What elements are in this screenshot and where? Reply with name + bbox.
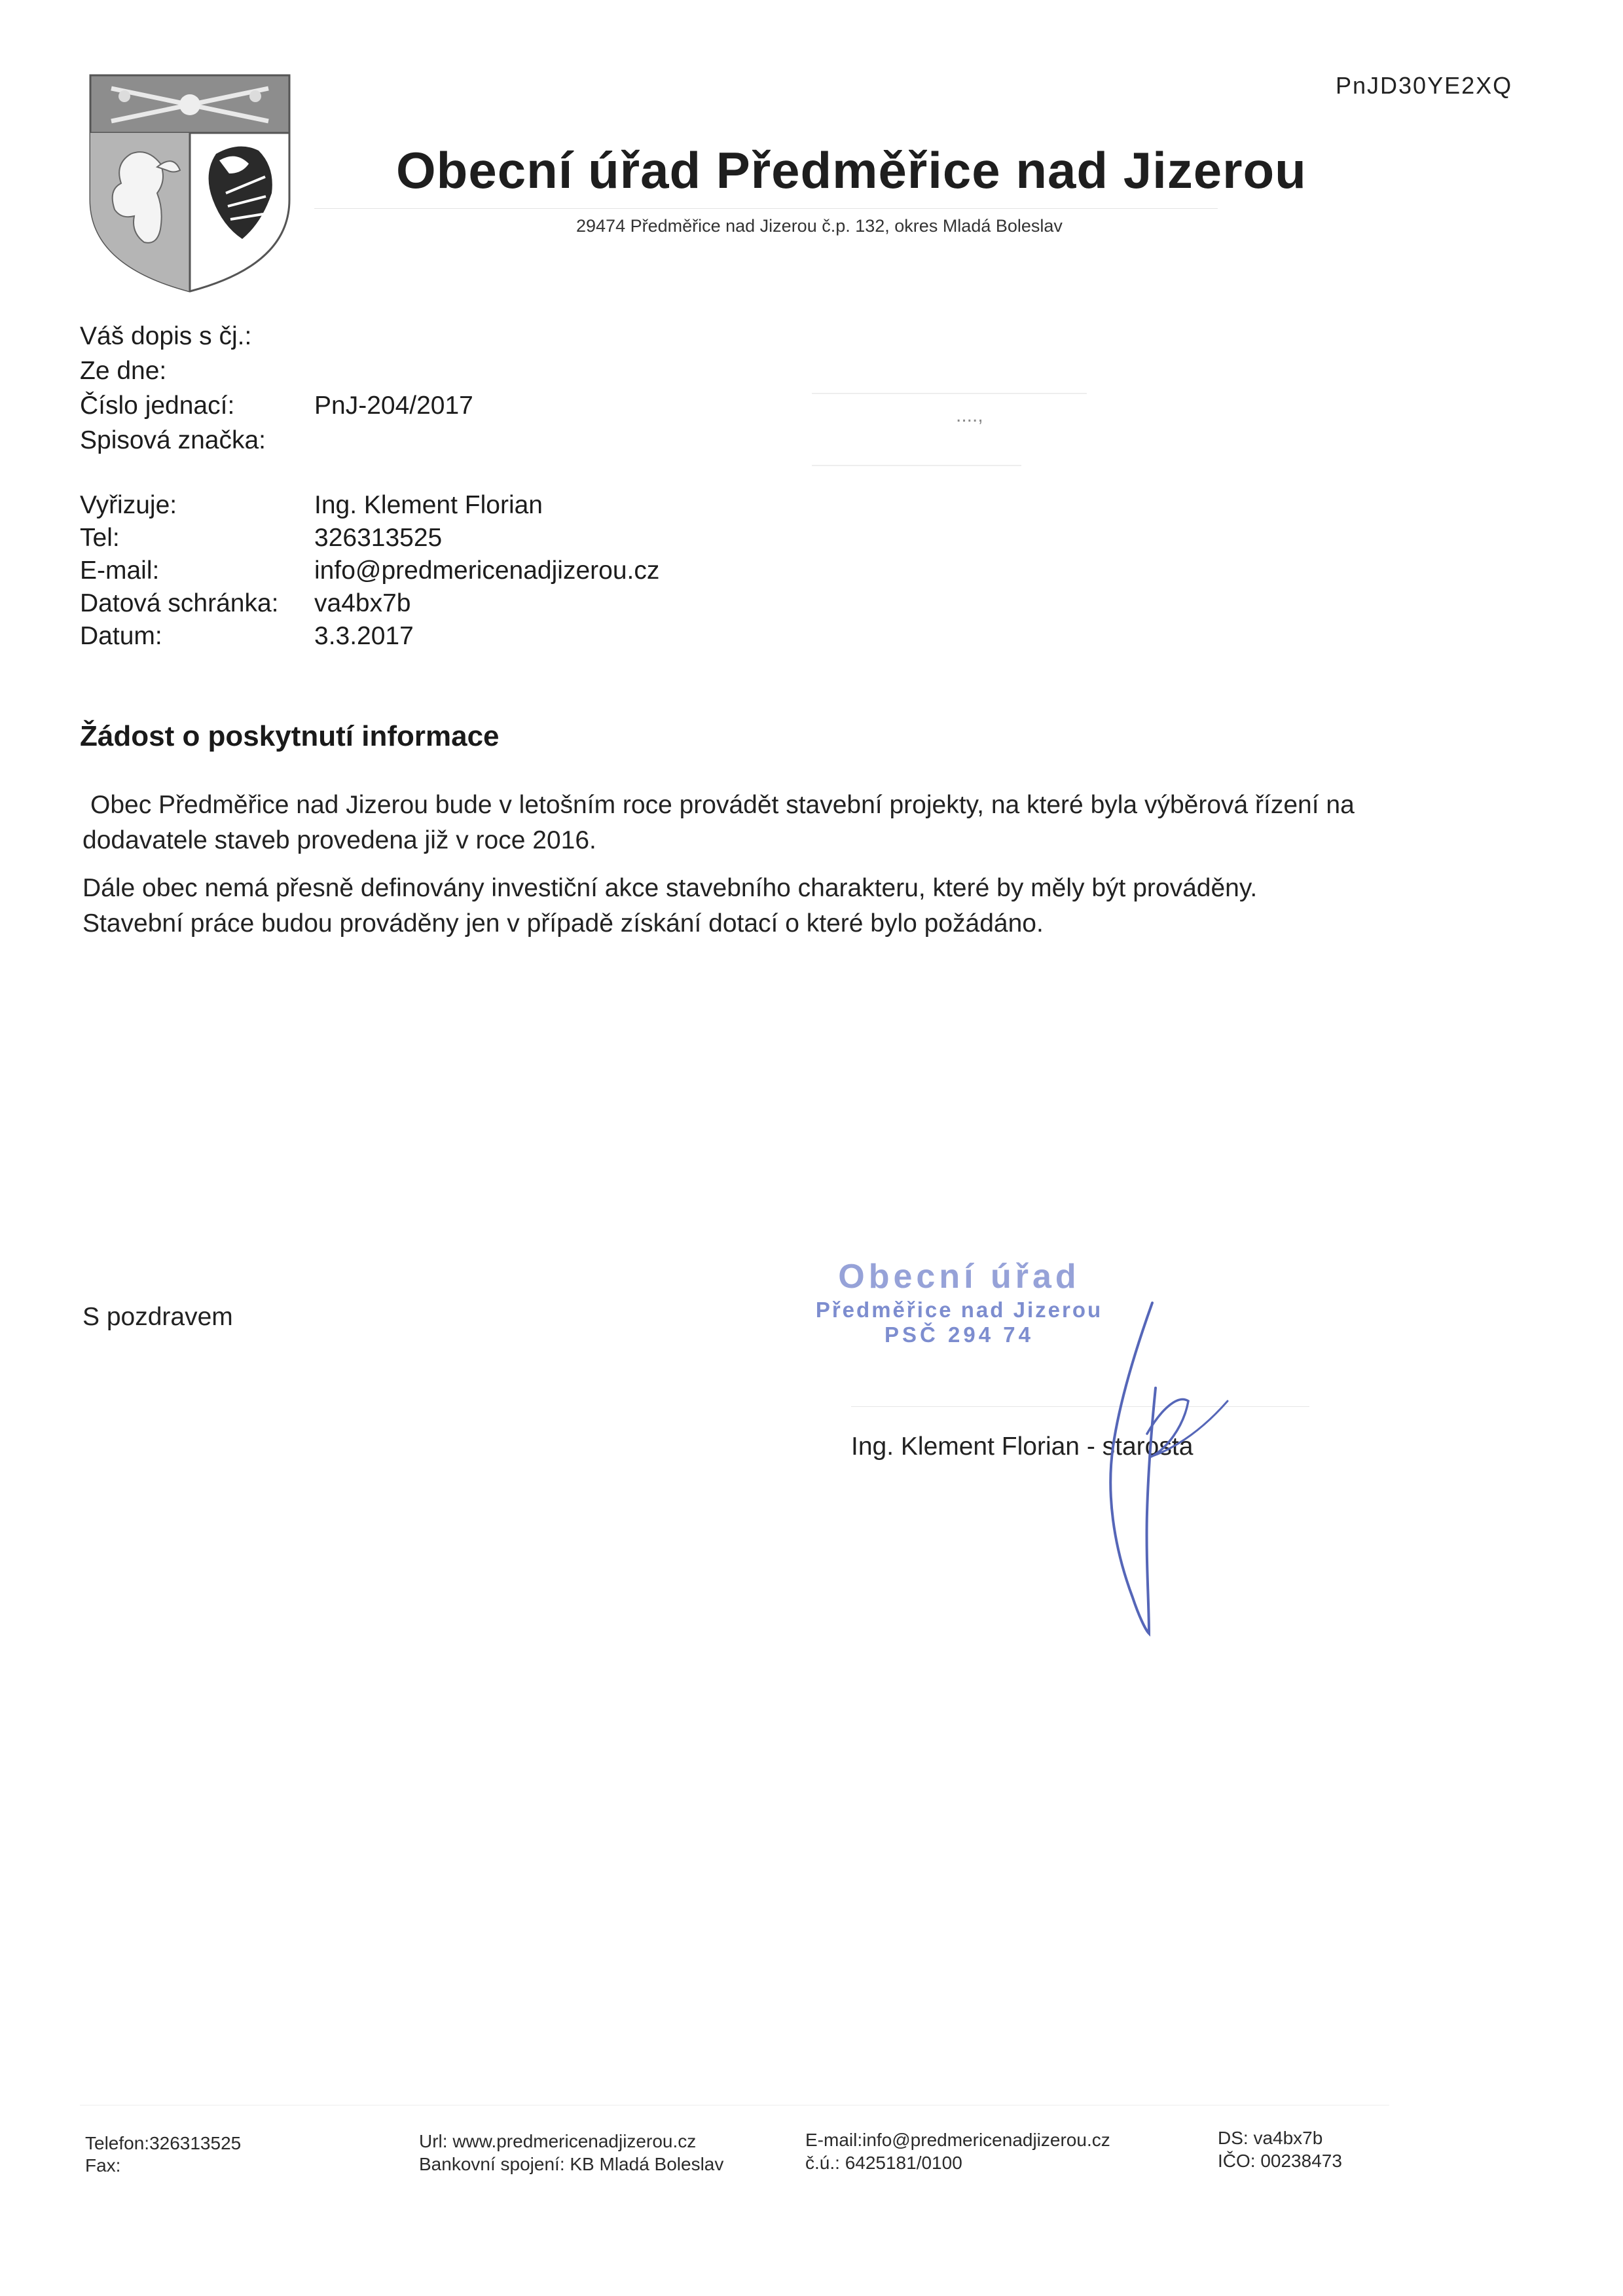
contact-value-handler: Ing. Klement Florian (314, 491, 543, 519)
paragraph-2-line-2: Stavební práce budou prováděny jen v případě získání dotací o které bylo požádáno. (82, 909, 1044, 938)
footer-bank: Bankovní spojení: KB Mladá Boleslav (419, 2154, 724, 2174)
scan-smudge (812, 465, 1021, 466)
contact-label-date: Datum: (80, 622, 162, 650)
contact-label-databox: Datová schránka: (80, 589, 279, 617)
footer-fax: Fax: (85, 2155, 121, 2176)
contact-label-phone: Tel: (80, 524, 120, 552)
meta-value-ref-number: PnJ-204/2017 (314, 392, 473, 420)
contact-value-phone: 326313525 (314, 524, 443, 552)
greeting: S pozdravem (82, 1303, 233, 1331)
footer-databox: DS: va4bx7b (1218, 2128, 1323, 2148)
paragraph-1-line-2: dodavatele staveb provedena již v roce 2016. (82, 826, 596, 854)
footer-url: Url: www.predmericenadjizerou.cz (419, 2131, 697, 2151)
contact-value-date: 3.3.2017 (314, 622, 414, 650)
office-title: Obecní úřad Předměřice nad Jizerou (396, 141, 1307, 199)
handwritten-signature-icon (1074, 1296, 1244, 1637)
stamp-line-2: Předměřice nad Jizerou (815, 1298, 1103, 1322)
contact-label-email: E-mail: (80, 556, 160, 585)
stamp-line-1: Obecní úřad (838, 1258, 1080, 1296)
stamp-line-3: PSČ 294 74 (884, 1322, 1034, 1347)
footer-phone: Telefon:326313525 (85, 2133, 242, 2153)
office-address: 29474 Předměřice nad Jizerou č.p. 132, okres Mladá Boleslav (576, 216, 1063, 236)
meta-label-file-mark: Spisová značka: (80, 426, 266, 454)
header-divider (314, 208, 1218, 209)
contact-value-email: info@predmericenadjizerou.cz (314, 556, 660, 585)
meta-label-ref-number: Číslo jednací: (80, 392, 235, 420)
municipal-coat-of-arms-icon (85, 69, 295, 295)
meta-label-letter-ref: Váš dopis s čj.: (80, 322, 252, 350)
footer-email: E-mail:info@predmericenadjizerou.cz (805, 2130, 1110, 2150)
document-reference-code: PnJD30YE2XQ (1336, 72, 1513, 99)
footer-account: č.ú.: 6425181/0100 (805, 2153, 962, 2173)
contact-label-handler: Vyřizuje: (80, 491, 177, 519)
letter-subject: Žádost o poskytnutí informace (80, 720, 500, 752)
contact-value-databox: va4bx7b (314, 589, 411, 617)
scan-smudge (812, 393, 1087, 394)
paragraph-1-line-1: Obec Předměřice nad Jizerou bude v letošním roce provádět stavební projekty, na které byla výběrová řízení na (90, 791, 1355, 819)
footer-ico: IČO: 00238473 (1218, 2151, 1342, 2171)
meta-label-date-from: Ze dne: (80, 357, 167, 385)
signatory-name: Ing. Klement Florian - starosta (851, 1432, 1194, 1461)
paragraph-2-line-1: Dále obec nemá přesně definovány investiční akce stavebního charakteru, které by měly být prováděny. (82, 874, 1258, 902)
scan-artefact-text: ...., (956, 405, 983, 426)
